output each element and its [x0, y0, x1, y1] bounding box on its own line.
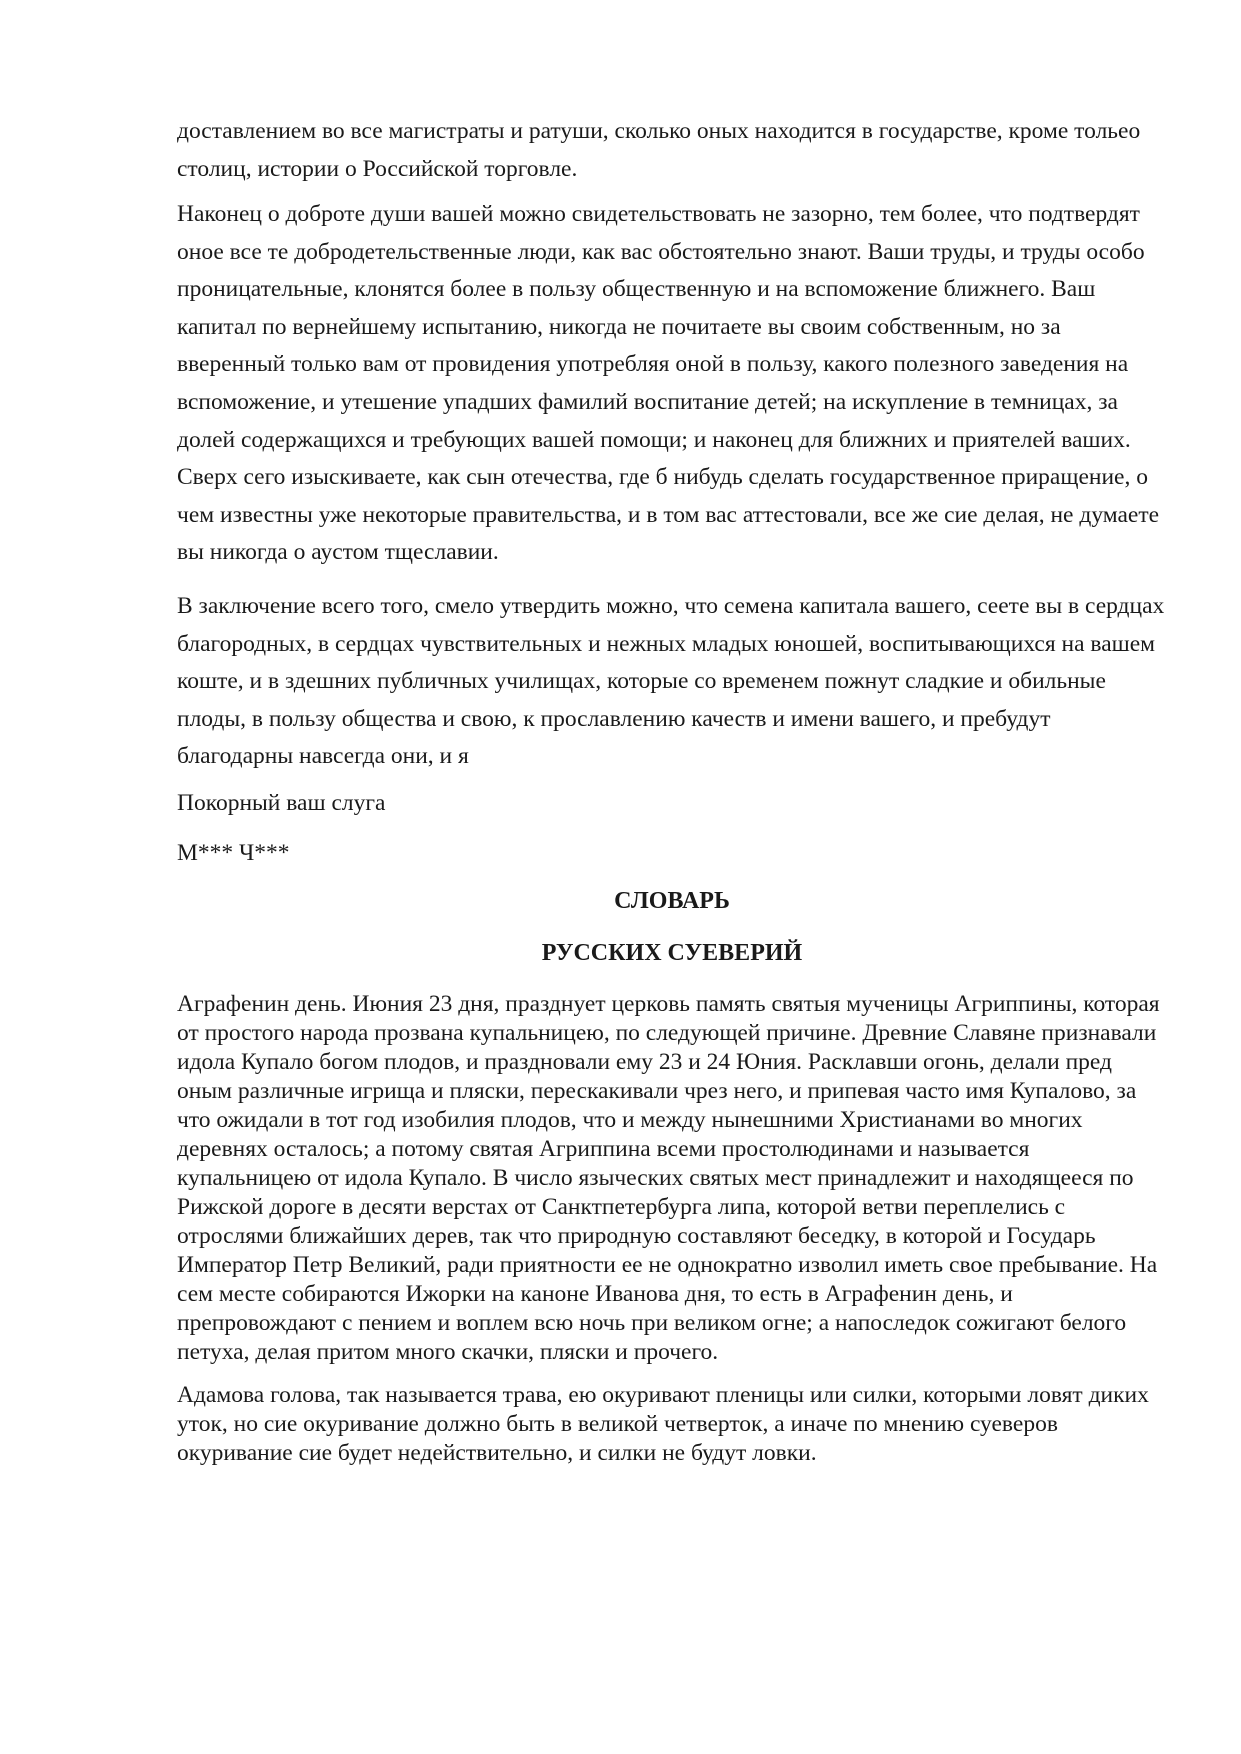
signature: М*** Ч***: [177, 840, 290, 866]
intro-paragraph-3: В заключение всего того, смело утвердить можно, что семена капитала вашего, сеете вы в сердцах благородных, в сердцах чувствительных и нежных младых юношей, воспитывающихся на вашем коште, и в здешних публичных училищах, которые со временем пожнут сладкие и обильные плоды, в пользу общества и свою, к прославлению качеств и имени вашего, и пребудут благодарны навсегда они, и я: [177, 593, 1165, 770]
dictionary-entry: Аграфенин день. Июния 23 дня, празднует церковь память святыя мученицы Агриппины, которая от простого народа прозвана купальницею, по следующей причине. Древние Славяне признавали идола Купало богом плодов, и праздновали ему 23 и 24 Юния. Расклавши огонь, делали пред оным различные игрища и пляски, перескакивали чрез него, и припевая часто имя Купалово, за что ожидали в тот год изобилия плодов, что и между нынешними Христианами во многих деревнях осталось; а потому святая Агриппина всеми простолюдинами и называется купальницею от идола Купало. В число языческих святых мест принадлежит и находящееся по Рижской дороге в десяти верстах от Санктпетербурга липа, которой ветви переплелись с отрослями ближайших дерев, так что природную составляют беседку, в которой и Государь Император Петр Великий, ради приятности ее не однократно изволил иметь свое пребывание. На сем месте собираются Ижорки на каноне Иванова дня, то есть в Аграфенин день, и препровождают с пением и воплем всю ночь при великом огне; а напоследок сожигают белого петуха, делая притом много скачки, пляски и прочего.: [177, 991, 1160, 1365]
intro-paragraph-2: Наконец о доброте души вашей можно свидетельствовать не зазорно, тем более, что подтвердят оное все те добродетельственные люди, как вас обстоятельно знают. Ваши труды, и труды особо проницательные, клонятся более в пользу общественную и на вспоможение ближнего. Ваш капитал по вернейшему испытанию, никогда не почитаете вы своим собственным, но за вверенный только вам от провидения употребляя оной в пользу, какого полезного заведения на вспоможение, и утешение упадших фамилий воспитание детей; на искупление в темницах, за долей содержащихся и требующих вашей помощи; и наконец для ближних и приятелей ваших. Сверх сего изыскиваете, как сын отечества, где б нибудь сделать государственное приращение, о чем известны уже некоторые правительства, и в том вас аттестовали, все же сие делая, не думаете вы никогда о аустом тщеславии.: [177, 201, 1160, 566]
closing-line: Покорный ваш слуга: [177, 790, 386, 816]
dictionary-subtitle: РУССКИХ СУЕВЕРИЙ: [541, 940, 803, 966]
dictionary-entry: Адамова голова, так называется трава, ею окуривают пленицы или силки, которыми ловят диких уток, но сие окуривание должно быть в великой четверток, а иначе по мнению суеверов окуривание сие будет недействительно, и силки не будут ловки.: [177, 1382, 1149, 1466]
intro-paragraph-1: доставлением во все магистраты и ратуши, сколько оных находится в государстве, кроме тольео столиц, истории о Российской торговле.: [177, 118, 1141, 182]
dictionary-title: СЛОВАРЬ: [614, 888, 730, 914]
